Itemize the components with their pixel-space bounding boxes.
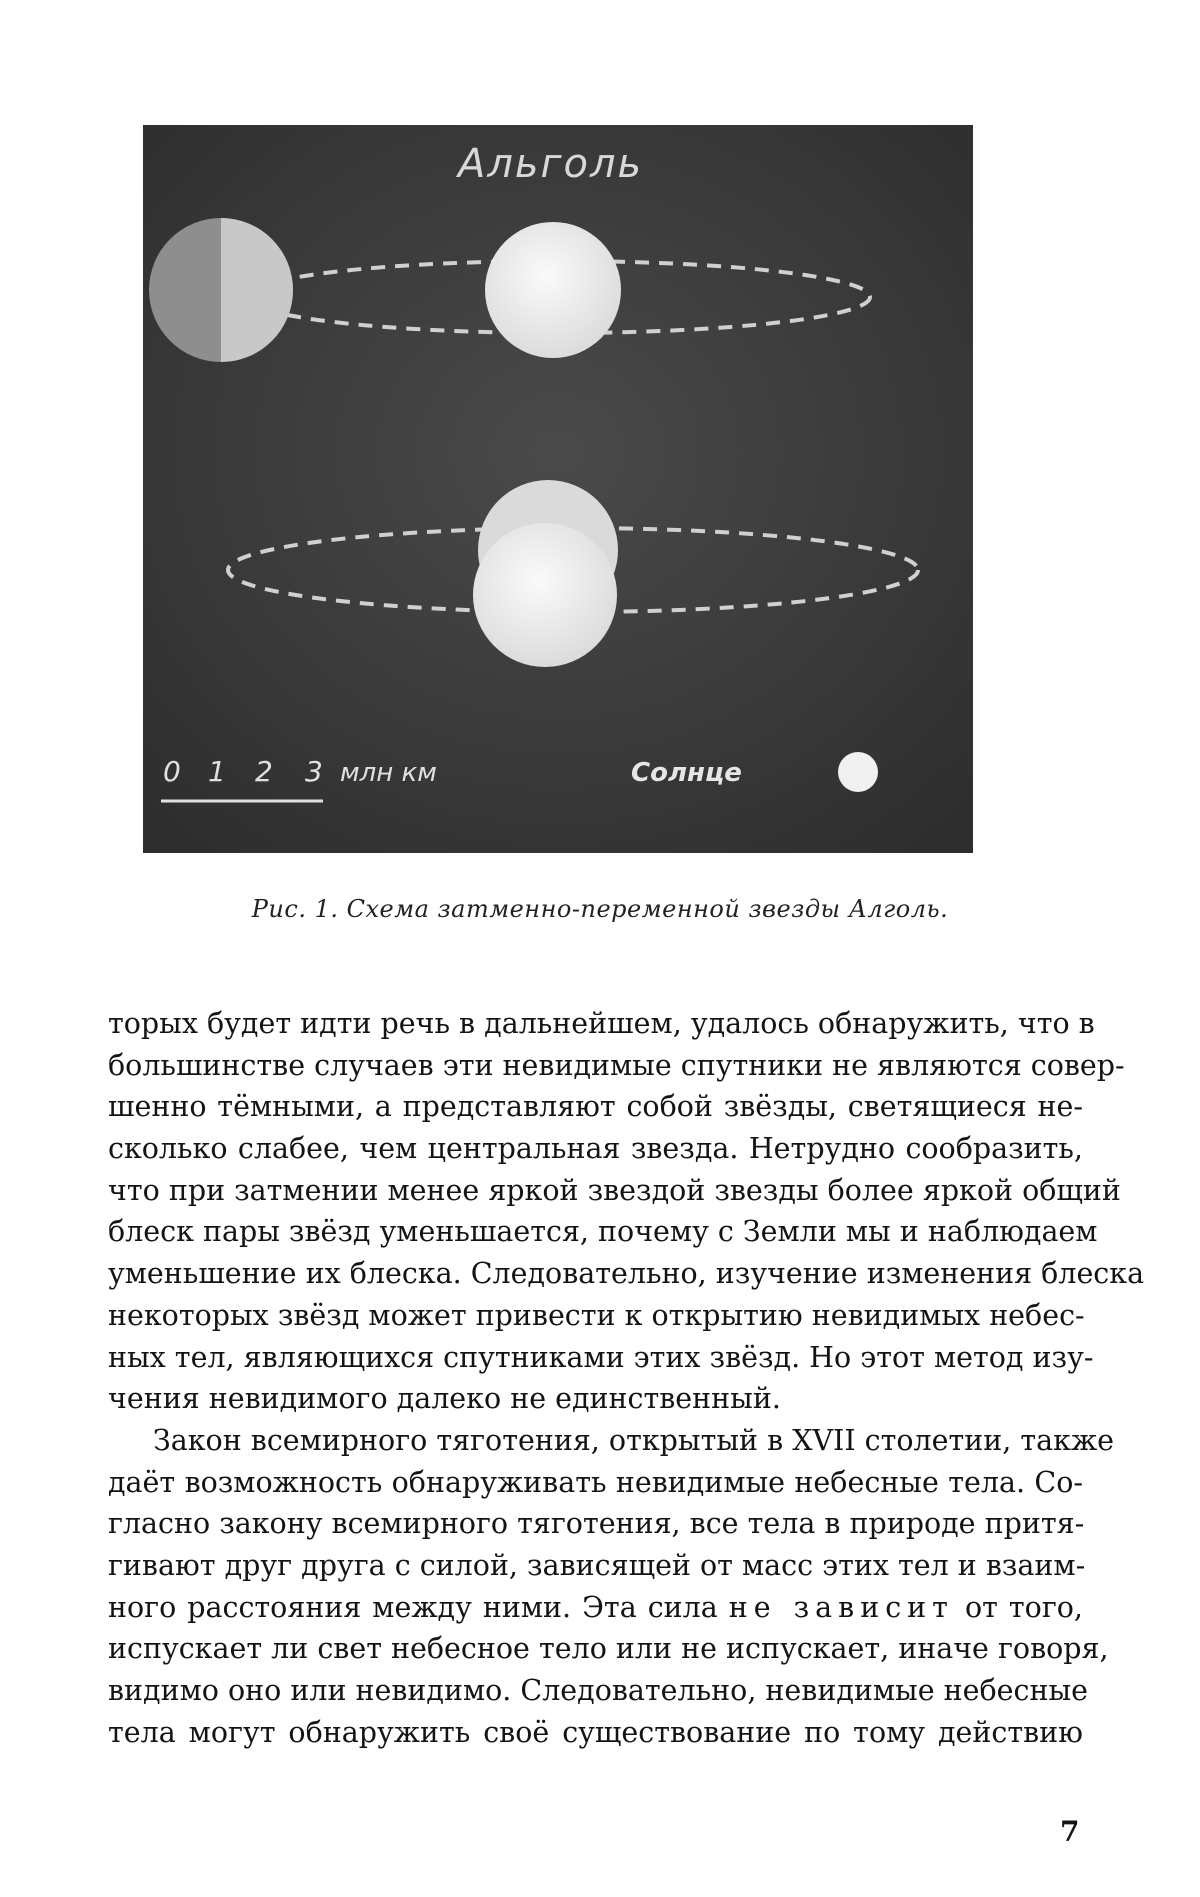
page-number: 7 — [1060, 1815, 1080, 1848]
emphasis-text: не зависит — [728, 1590, 954, 1624]
text-segment: ного расстояния между ними. Эта сила — [108, 1590, 729, 1624]
text-line: некоторых звёзд может привести к открытию невидимых небес- — [108, 1298, 1085, 1332]
scale-label-0: 0 — [163, 755, 181, 788]
main-star-lower — [473, 523, 617, 667]
sun-label: Солнце — [631, 758, 742, 788]
text-segment: от того, — [953, 1590, 1083, 1624]
text-line: большинстве случаев эти невидимые спутники не являются совер- — [108, 1048, 1125, 1082]
text-line: тела могут обнаружить своё существование по тому действию — [108, 1715, 1083, 1749]
scale-label-2: 2 — [255, 755, 273, 788]
text-line: сколько слабее, чем центральная звезда. Нетрудно сообразить, — [108, 1132, 1083, 1166]
scale-label-3: 3 — [305, 755, 323, 788]
text-line: испускает ли свет небесное тело или не испускает, иначе говоря, — [108, 1632, 1109, 1666]
text-line: гласно закону всемирного тяготения, все тела в природе притя- — [108, 1507, 1085, 1541]
text-line: шенно тёмными, а представляют собой звёзды, светящиеся не- — [108, 1090, 1083, 1124]
sun-icon — [838, 752, 878, 792]
diagram-title: Альголь — [458, 141, 644, 187]
text-line — [108, 1587, 1083, 1629]
text-line: ных тел, являющихся спутниками этих звёзд. Но этот метод изу- — [108, 1340, 1094, 1374]
text-line: что при затмении менее яркой звездой звезды более яркой общий — [108, 1173, 1121, 1207]
text-line: торых будет идти речь в дальнейшем, удалось обнаружить, что в — [108, 1007, 1095, 1040]
figure-caption: Рис. 1. Схема затменно-переменной звезды Алголь. — [251, 895, 949, 923]
text-line: видимо оно или невидимо. Следовательно, невидимые небесные — [108, 1674, 1089, 1707]
text-line: блеск пары звёзд уменьшается, почему с Земли мы и наблюдаем — [108, 1215, 1098, 1249]
text-line: Закон всемирного тяготения, открытый в XVII столетии, также — [153, 1423, 1115, 1457]
text-line: чения невидимого далеко не единственный. — [108, 1382, 781, 1416]
text-line: гивают друг друга с силой, зависящей от масс этих тел и взаим- — [108, 1548, 1086, 1582]
text-line: даёт возможность обнаруживать невидимые небесные тела. Со- — [108, 1465, 1083, 1499]
text-line: уменьшение их блеска. Следовательно, изучение изменения блеска — [108, 1257, 1145, 1291]
main-star-upper — [485, 222, 621, 358]
algol-diagram — [143, 125, 973, 853]
scale-label-1: 1 — [208, 755, 226, 788]
companion-star — [149, 218, 293, 362]
scale-unit: млн км — [340, 758, 437, 788]
body-text — [108, 1003, 1145, 1753]
